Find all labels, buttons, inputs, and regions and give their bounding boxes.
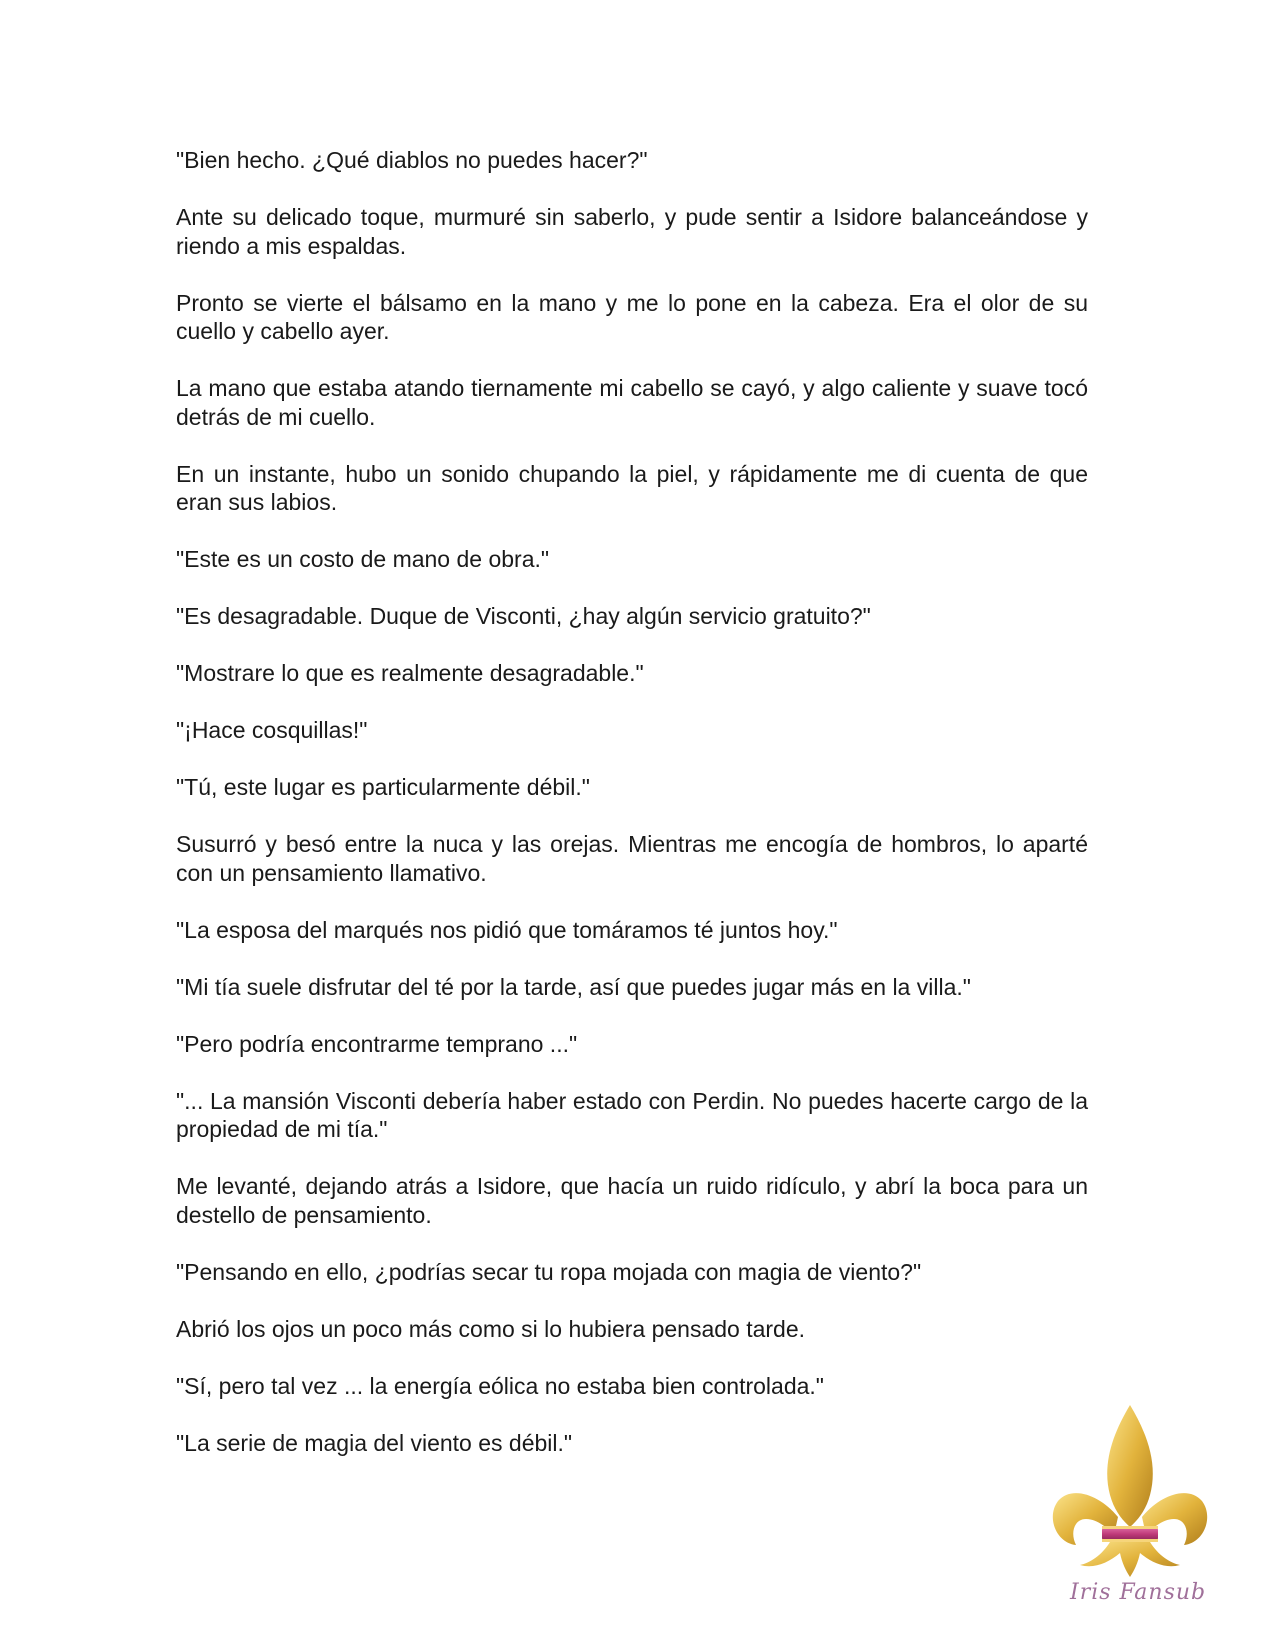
paragraph: "... La mansión Visconti debería haber estado con Perdin. No puedes hacerte cargo de la propiedad de mi tía." bbox=[176, 1087, 1088, 1142]
paragraph: "Pero podría encontrarme temprano ..." bbox=[176, 1030, 578, 1057]
paragraph: "Mi tía suele disfrutar del té por la tarde, así que puedes jugar más en la villa." bbox=[176, 973, 971, 1000]
paragraph: "Mostrare lo que es realmente desagradable." bbox=[176, 660, 644, 686]
paragraph: Abrió los ojos un poco más como si lo hubiera pensado tarde. bbox=[176, 1315, 806, 1342]
paragraph: Pronto se vierte el bálsamo en la mano y me lo pone en la cabeza. Era el olor de su cuello y cabello ayer. bbox=[176, 289, 1088, 344]
paragraph: Me levanté, dejando atrás a Isidore, que hacía un ruido ridículo, y abrí la boca para un destello de pensamiento. bbox=[176, 1173, 1088, 1228]
paragraph: En un instante, hubo un sonido chupando la piel, y rápidamente me di cuenta de que eran sus labios. bbox=[176, 460, 1088, 515]
document-body bbox=[176, 146, 1088, 1486]
paragraph: "Este es un costo de mano de obra." bbox=[176, 546, 550, 572]
paragraph: La mano que estaba atando tiernamente mi cabello se cayó, y algo caliente y suave tocó detrás de mi cuello. bbox=[176, 375, 1088, 430]
paragraph: "¡Hace cosquillas!" bbox=[176, 717, 368, 743]
paragraph: Susurró y besó entre la nuca y las orejas. Mientras me encogía de hombros, lo aparté con un pensamiento llamativo. bbox=[176, 831, 1088, 886]
paragraph: "La esposa del marqués nos pidió que tomáramos té juntos hoy." bbox=[176, 916, 838, 943]
paragraph: "Pensando en ello, ¿podrías secar tu ropa mojada con magia de viento?" bbox=[176, 1258, 922, 1285]
paragraph: "Tú, este lugar es particularmente débil." bbox=[176, 774, 590, 800]
paragraph: "La serie de magia del viento es débil." bbox=[176, 1429, 573, 1456]
paragraph: "Sí, pero tal vez ... la energía eólica no estaba bien controlada." bbox=[176, 1372, 824, 1399]
fleur-de-lis-icon bbox=[1050, 1405, 1210, 1645]
paragraph: "Bien hecho. ¿Qué diablos no puedes hacer?" bbox=[176, 147, 648, 173]
watermark-signature: Iris Fansub bbox=[1070, 1580, 1207, 1605]
paragraph: "Es desagradable. Duque de Visconti, ¿hay algún servicio gratuito?" bbox=[176, 603, 871, 629]
paragraph: Ante su delicado toque, murmuré sin saberlo, y pude sentir a Isidore balanceándose y riendo a mis espaldas. bbox=[176, 204, 1088, 259]
